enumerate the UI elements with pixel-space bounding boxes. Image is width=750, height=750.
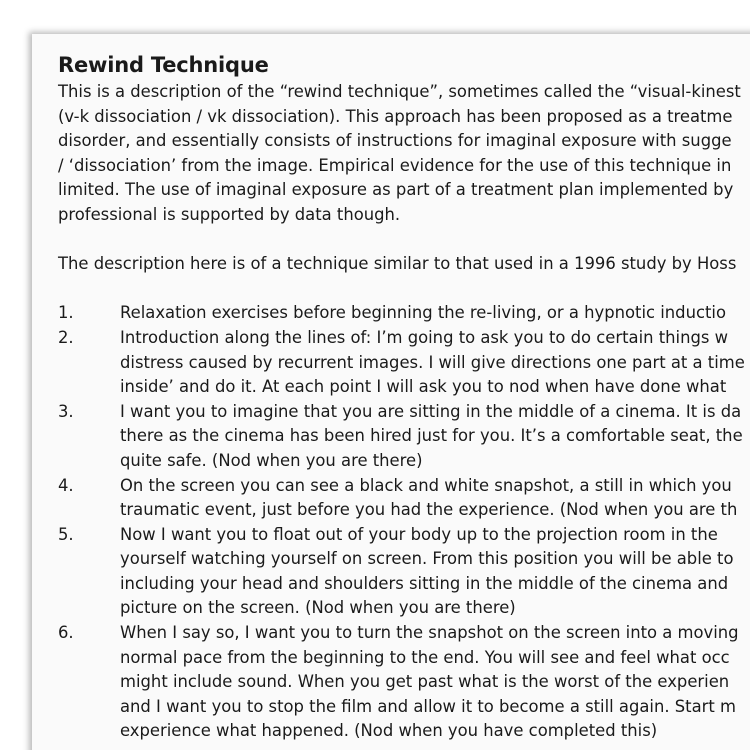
step-line: I want you to imagine that you are sitting in the middle of a cinema. It is da	[120, 401, 742, 421]
step-line: normal pace from the beginning to the end. You will see and feel what occ	[120, 647, 730, 667]
intro-paragraph	[58, 80, 750, 228]
step-line: On the screen you can see a black and white snapshot, a still in which you	[120, 475, 732, 495]
intro-line: professional is supported by data though.	[58, 204, 401, 224]
steps-list	[58, 301, 750, 744]
step-line: distress caused by recurrent images. I will give directions one part at a time	[120, 352, 745, 372]
study-paragraph	[58, 252, 750, 277]
step-number: 5.	[58, 524, 74, 544]
document-content	[58, 52, 750, 744]
step-line: yourself watching yourself on screen. From this position you will be able to	[120, 549, 734, 569]
step-line: picture on the screen. (Nod when you are there)	[120, 598, 516, 618]
step-line: quite safe. (Nod when you are there)	[120, 450, 423, 470]
step-line: experience what happened. (Nod when you have completed this)	[120, 721, 658, 741]
step-line: Introduction along the lines of: I’m going to ask you to do certain things w	[120, 327, 729, 347]
intro-line: (v-k dissociation / vk dissociation). This approach has been proposed as a treatme	[58, 106, 733, 126]
step-item	[58, 301, 750, 326]
step-item	[58, 400, 750, 474]
step-line: might include sound. When you get past what is the worst of the experien	[120, 672, 730, 692]
step-line: including your head and shoulders sitting in the middle of the cinema and	[120, 573, 729, 593]
step-line: Now I want you to float out of your body up to the projection room in the	[120, 524, 718, 544]
step-number: 1.	[58, 303, 74, 323]
step-line: there as the cinema has been hired just for you. It’s a comfortable seat, the	[120, 426, 743, 446]
study-line: The description here is of a technique similar to that used in a 1996 study by Hoss	[58, 254, 737, 274]
paragraph-spacer	[58, 277, 750, 302]
document-title: Rewind Technique	[58, 53, 269, 77]
step-item	[58, 326, 750, 400]
paragraph-spacer	[58, 228, 750, 253]
step-line: and I want you to stop the film and allow it to become a still again. Start m	[120, 696, 736, 716]
step-item	[58, 474, 750, 523]
step-line: Relaxation exercises before beginning the re-living, or a hypnotic inductio	[120, 303, 726, 323]
intro-line: disorder, and essentially consists of instructions for imaginal exposure with sugge	[58, 131, 732, 151]
step-line: traumatic event, just before you had the experience. (Nod when you are th	[120, 500, 738, 520]
step-item	[58, 523, 750, 621]
intro-line: limited. The use of imaginal exposure as part of a treatment plan implemented by	[58, 180, 734, 200]
intro-line: / ‘dissociation’ from the image. Empirical evidence for the use of this technique in	[58, 155, 732, 175]
step-number: 6.	[58, 623, 74, 643]
step-number: 3.	[58, 401, 74, 421]
intro-line: This is a description of the “rewind technique”, sometimes called the “visual-kinest	[58, 82, 741, 101]
step-number: 4.	[58, 475, 74, 495]
document-sheet	[32, 34, 750, 750]
step-number: 2.	[58, 327, 74, 347]
step-line: inside’ and do it. At each point I will ask you to nod when have done what	[120, 377, 727, 397]
step-item	[58, 621, 750, 744]
step-line: When I say so, I want you to turn the snapshot on the screen into a moving	[120, 623, 739, 643]
